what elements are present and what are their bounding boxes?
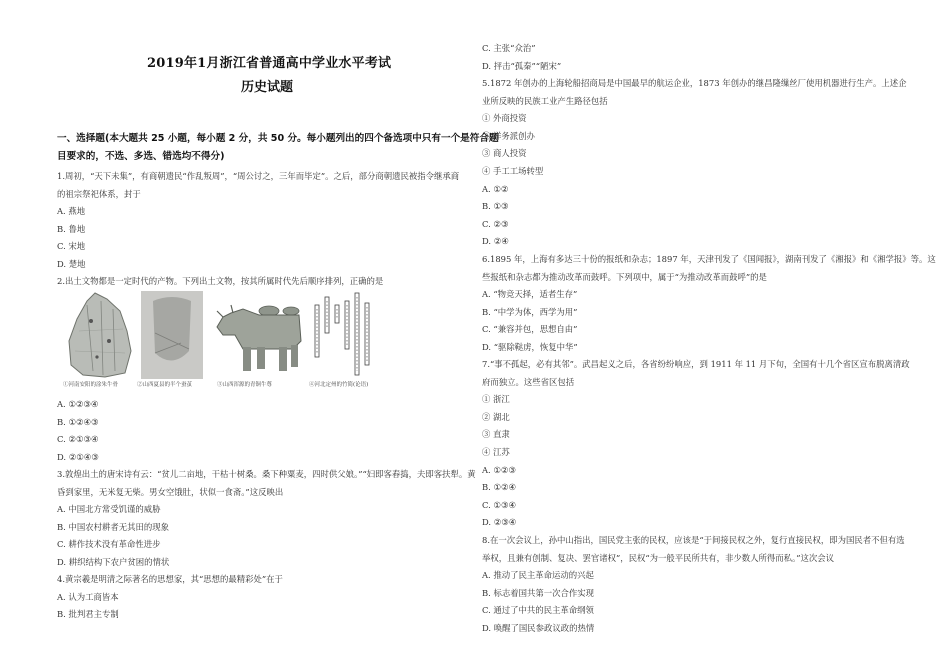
option-d: D. 抨击“孤秦”“陋宋” — [482, 60, 562, 71]
question-3 — [57, 466, 476, 572]
option-a: A. 推动了民主革命运动的兴起 — [482, 570, 594, 581]
option-d: D. “驱除鞑虏，恢复中华” — [482, 341, 578, 352]
option-a: A. ①②③④ — [57, 399, 99, 409]
item-3: ③ 直隶 — [482, 429, 510, 440]
figure-captions — [57, 380, 387, 392]
option-b: B. 批判君主专制 — [57, 609, 119, 620]
option-d: D. 唤醒了国民参政议政的热情 — [482, 622, 595, 633]
option-b: B. ①③ — [482, 201, 509, 212]
question-2-options — [57, 396, 99, 466]
page-title: 2019年1月浙江省普通高中学业水平考试 — [147, 56, 392, 71]
option-a: A. 中国北方常受饥谨的威胁 — [57, 504, 161, 515]
item-1: ① 浙江 — [482, 394, 510, 405]
question-1 — [57, 168, 459, 274]
option-a: A. “物竞天择，适者生存” — [482, 289, 578, 300]
option-d: D. ②③④ — [482, 517, 517, 528]
item-2: ② 湖北 — [482, 411, 510, 422]
question-stem: 举权，且兼有创制、复决、罢官诸权”，民权“为一般平民所共有，非少数人所得而私。”这次会议 — [482, 552, 835, 563]
figure-caption-3: ③山西浑源的青铜牛尊 — [217, 382, 273, 388]
question-stem: 3.敦煌出土的唐宋诗有云：“贫儿二亩地，干枯十树桑。桑下种粟麦，四时供父娘。”“妇即客舂捣，夫即客扶犁。黄 — [57, 469, 476, 479]
option-a: A. ①②③ — [482, 464, 516, 475]
option-a: A. 燕地 — [57, 206, 86, 217]
option-a: A. ①② — [482, 183, 509, 194]
option-c: C. 耕作技术没有革命性进步 — [57, 539, 161, 550]
item-1: ① 外商投资 — [482, 113, 527, 124]
option-c: C. 主张“众治” — [482, 43, 536, 53]
question-stem: 8.在一次会议上，孙中山指出，国民党主张的民权，应该是“于间接民权之外，复行直接民权，即为国民者不但有选 — [482, 535, 905, 545]
silk-cocoon-image — [141, 291, 203, 379]
item-4: ④ 手工工场转型 — [482, 165, 544, 176]
bamboo-slips-image — [311, 291, 375, 379]
section-heading-line-1: 一、选择题(本大题共 25 小题，每小题 2 分，共 50 分。每小题列出的四个备选项中只有一个是符合题 — [57, 133, 499, 144]
question-8 — [482, 532, 905, 638]
option-c: C. 宋地 — [57, 241, 86, 252]
option-b: B. 标志着国共第一次合作实现 — [482, 587, 594, 598]
question-stem: 4.黄宗羲是明清之际著名的思想家，其“思想的最精彩处”在于 — [57, 574, 283, 584]
question-stem: 的祖宗祭祀体系，封于 — [57, 188, 141, 199]
question-stem: 7.“事不孤起，必有其邻”。武昌起义之后，各省纷纷响应，到 1911 年 11 月下旬，全国有十几个省区宣布脱离清政 — [482, 359, 910, 369]
question-stem: 6.1895 年，上海有多达三十份的报纸和杂志；1897 年，天津刊发了《国闻报》，湖南刊发了《湘报》和《湘学报》等。这 — [482, 254, 936, 264]
section-heading-line-2: 目要求的，不选、多选、错选均不得分) — [57, 151, 225, 162]
question-7 — [482, 356, 910, 532]
option-c: C. ②③ — [482, 218, 509, 229]
question-4 — [57, 571, 283, 624]
option-b: B. ①②④ — [482, 482, 517, 493]
question-stem: 府而独立。这些省区包括 — [482, 376, 575, 387]
figure-caption-4: ④河北定州的竹简(论语) — [309, 382, 369, 388]
figure-caption-1: ①河南安阳的涂朱牛骨 — [63, 382, 119, 388]
option-b: B. 鲁地 — [57, 223, 86, 234]
question-stem: 些报纸和杂志都为推动改革而鼓呼。下列项中，属于“为推动改革而鼓呼”的是 — [482, 271, 767, 282]
option-c: C. “兼容并包，思想自由” — [482, 324, 578, 335]
item-2: ② 洋务派创办 — [482, 130, 535, 141]
question-stem: 1.周初，“天下未集”，有商朝遗民“作乱叛周”，“周公讨之，三年而毕定”。之后，部分商朝遗民被指令继承商 — [57, 171, 460, 181]
question-stem: 业所反映的民族工业产生路径包括 — [482, 95, 608, 106]
question-stem: 2.出土文物都是一定时代的产物。下列出土文物，按其所属时代先后顺序排列，正确的是 — [57, 276, 384, 286]
option-d: D. ②④ — [482, 236, 509, 247]
section-heading — [57, 130, 499, 166]
option-d: D. 耕织结构下农户贫困的情状 — [57, 556, 170, 567]
question-stem: 昏到家里，无米复无柴。男女空饿肚，状似一食斋。”这反映出 — [57, 486, 284, 497]
option-d: D. ②①④③ — [57, 451, 99, 462]
option-b: B. 中国农村耕者无其田的现象 — [57, 521, 169, 532]
option-c: C. ①③④ — [482, 499, 516, 510]
question-4-continued — [482, 40, 561, 75]
question-stem: 5.1872 年创办的上海轮船招商局是中国最早的航运企业，1873 年创办的继昌隆缫丝厂使用机器进行生产。上述企 — [482, 78, 907, 88]
page-subtitle: 历史试题 — [240, 80, 293, 95]
option-d: D. 楚地 — [57, 258, 86, 269]
option-c: C. ②①③④ — [57, 434, 99, 445]
question-6 — [482, 251, 936, 357]
option-b: B. ①②④③ — [57, 416, 99, 427]
item-3: ③ 商人投资 — [482, 148, 527, 159]
figure-caption-2: ②山西夏县的半个蚕茧 — [137, 382, 193, 388]
oracle-bone-image — [65, 291, 135, 379]
artifact-figures — [65, 291, 385, 381]
question-5 — [482, 75, 906, 251]
bronze-ox-image — [213, 291, 305, 379]
question-2 — [57, 273, 383, 291]
option-b: B. “中学为体，西学为用” — [482, 306, 578, 317]
option-a: A. 认为工商皆本 — [57, 591, 119, 602]
item-4: ④ 江苏 — [482, 446, 510, 457]
option-c: C. 通过了中共的民主革命纲领 — [482, 605, 594, 616]
